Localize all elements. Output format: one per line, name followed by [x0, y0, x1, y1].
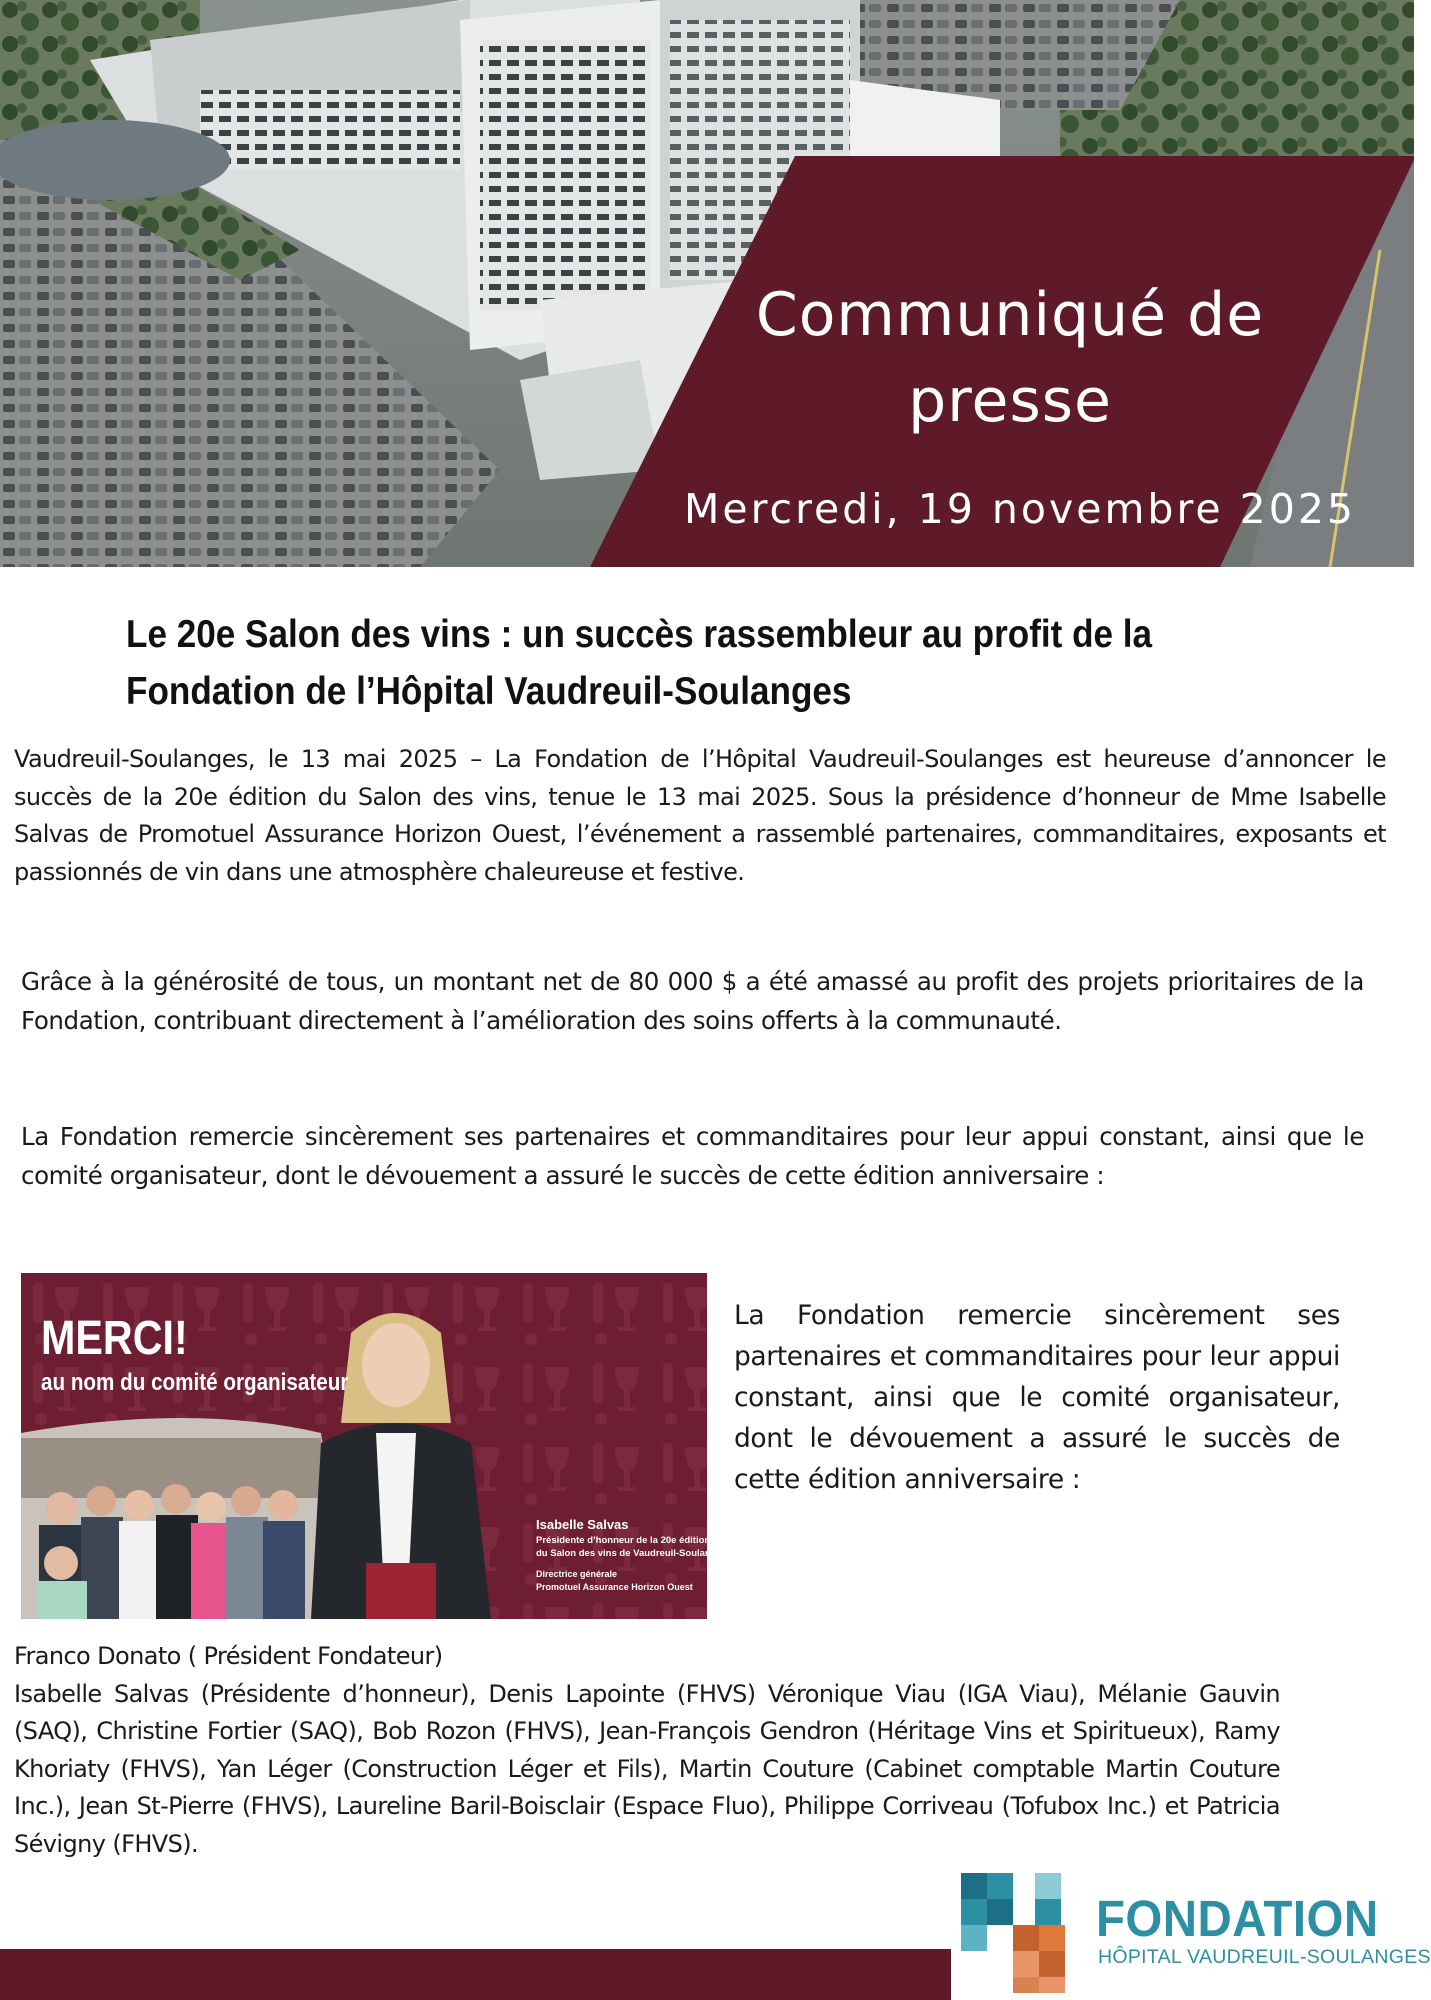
banner-date: Mercredi, 19 novembre 2025: [683, 485, 1357, 533]
caption-job-line-2: Promotuel Assurance Horizon Ouest: [536, 1582, 693, 1592]
caption-job-line-1: Directrice générale: [536, 1569, 618, 1579]
merci-title: MERCI!: [41, 1312, 188, 1365]
merci-subtitle: au nom du comité organisateur: [41, 1369, 349, 1396]
merci-photo-panel: [21, 1273, 728, 1619]
intro-paragraph: Vaudreuil-Soulanges, le 13 mai 2025 – La Fondation de l’Hôpital Vaudreuil-Soulanges est heureuse d’annoncer le succès de la 20e édition du Salon des vins, tenue le 13 mai 2025. Sous la présidence d’honneur de Mme Isabelle Salvas de Promotuel Assurance Horizon Ouest, l’événement a rassemblé partenaires, commanditaires, exposants et passionnés de vin dans une atmosphère chaleureuse et festive.: [14, 745, 1386, 886]
committee-list: [14, 1638, 1280, 1863]
caption-role-line-2: du Salon des vins de Vaudreuil-Soulanges: [536, 1548, 728, 1559]
committee-founder: Franco Donato ( Président Fondateur): [14, 1642, 443, 1670]
caption-role-line-1: Présidente d’honneur de la 20e édition: [536, 1535, 711, 1546]
press-release-headline: Le 20e Salon des vins : un succès rassembleur au profit de la Fondation de l’Hôpital Vaudreuil-Soulanges: [126, 613, 1153, 713]
fondation-logo-mark-icon: [961, 1873, 1091, 1993]
committee-members: Isabelle Salvas (Présidente d’honneur), Denis Lapointe (FHVS) Véronique Viau (IGA Viau), Mélanie Gauvin (SAQ), Christine Fortier (SAQ), Bob Rozon (FHVS), Jean-François Gendron (Héritage Vins et Spiritueux), Ramy Khoriaty (FHVS), Yan Léger (Construction Léger et Fils), Martin Couture (Cabinet comptable Martin Couture Inc.), Jean St-Pierre (FHVS), Laureline Baril-Boisclair (Espace Fluo), Philippe Corriveau (Tofubox Inc.) et Patricia Sévigny (FHVS).: [14, 1679, 1280, 1858]
thanks-paragraph: La Fondation remercie sincèrement ses partenaires et commanditaires pour leur appui constant, ainsi que le comité organisateur, dont le dévouement a assuré le succès de cette édition anniversaire :: [21, 1122, 1364, 1190]
thanks-side-paragraph: La Fondation remercie sincèrement ses partenaires et commanditaires pour leur appui constant, ainsi que le comité organisateur, dont le dévouement a assuré le succès de cette édition anniversaire :: [734, 1300, 1340, 1495]
logo-wordmark: FONDATION: [1096, 1890, 1379, 1947]
caption-name: Isabelle Salvas: [536, 1517, 629, 1532]
hero-banner: [0, 0, 1414, 567]
banner-title: Communiqué de presse: [755, 280, 1265, 436]
amount-paragraph: Grâce à la générosité de tous, un montant net de 80 000 $ a été amassé au profit des projets prioritaires de la Fondation, contribuant directement à l’amélioration des soins offerts à la communauté.: [21, 967, 1364, 1035]
logo-subtitle: HÔPITAL VAUDREUIL-SOULANGES: [1098, 1946, 1431, 1968]
